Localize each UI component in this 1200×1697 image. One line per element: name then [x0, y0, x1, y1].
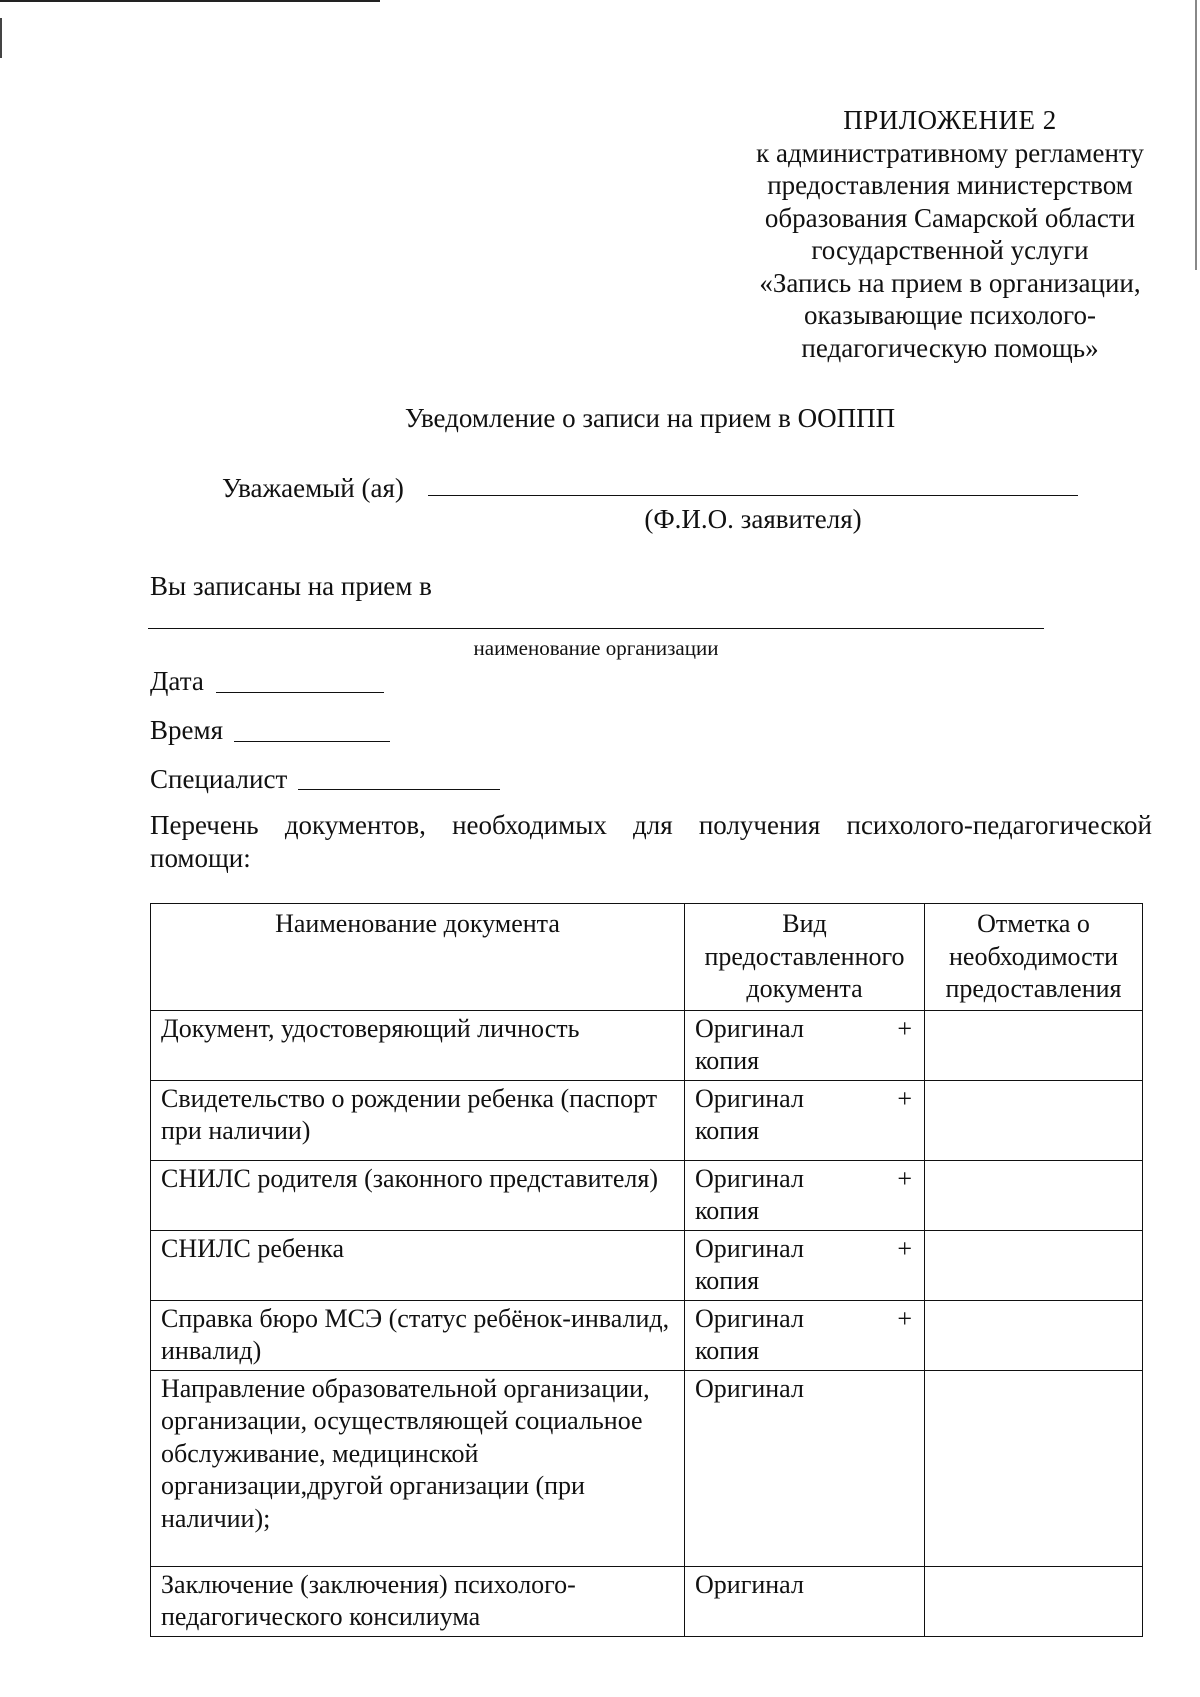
document-kind	[685, 1160, 925, 1230]
required-mark-cell[interactable]	[925, 1010, 1143, 1080]
document-kind	[685, 1566, 925, 1636]
scan-edge-left	[0, 18, 2, 58]
kind-copy: копия	[695, 1266, 760, 1295]
annex-line: «Запись на прием в организации,	[759, 267, 1141, 298]
document-kind	[685, 1080, 925, 1160]
required-mark-cell[interactable]	[925, 1160, 1143, 1230]
header-required-mark: Отметка о необходимости предоставления	[925, 904, 1143, 1011]
plus-mark: +	[897, 1233, 912, 1263]
table-row	[151, 1230, 1143, 1300]
kind-original: Оригинал	[695, 1303, 804, 1333]
document-name: Справка бюро МСЭ (статус ребёнок-инвалид, инвалид)	[151, 1300, 685, 1370]
required-mark-cell[interactable]	[925, 1080, 1143, 1160]
kind-original: Оригинал	[695, 1013, 804, 1043]
scan-edge-top	[0, 0, 380, 2]
document-name: Заключение (заключения) психолого-педагогического консилиума	[151, 1566, 685, 1636]
time-field[interactable]	[234, 741, 390, 742]
organization-caption: наименование организации	[473, 636, 719, 660]
annex-line: образования Самарской области	[764, 202, 1136, 233]
annex-line: государственной услуги	[811, 235, 1089, 265]
date-label: Дата	[150, 666, 204, 696]
kind-original: Оригинал	[695, 1373, 804, 1403]
fio-field[interactable]	[428, 495, 1078, 496]
table-row	[151, 1370, 1143, 1566]
documents-intro: Перечень документов, необходимых для получения психолого-педагогической помощи:	[150, 810, 1152, 873]
time-label: Время	[150, 715, 223, 745]
annex-line: педагогическую помощь»	[801, 332, 1099, 363]
kind-original: Оригинал	[695, 1083, 804, 1113]
document-kind	[685, 1230, 925, 1300]
table-row	[151, 1080, 1143, 1160]
organization-field[interactable]	[148, 628, 1044, 629]
header-document-kind: Вид предоставленного документа	[685, 904, 925, 1011]
kind-original: Оригинал	[695, 1163, 804, 1193]
kind-copy: копия	[695, 1116, 760, 1145]
document-name: СНИЛС ребенка	[151, 1230, 685, 1300]
table-row	[151, 1160, 1143, 1230]
header-document-name: Наименование документа	[151, 904, 685, 1011]
greeting-label: Уважаемый (ая)	[222, 473, 404, 503]
plus-mark: +	[897, 1163, 912, 1193]
required-mark-cell[interactable]	[925, 1370, 1143, 1566]
annex-header	[700, 104, 1200, 364]
fio-caption: (Ф.И.О. заявителя)	[644, 504, 862, 534]
kind-copy: копия	[695, 1046, 760, 1075]
document-kind	[685, 1010, 925, 1080]
documents-table	[150, 903, 1143, 1637]
table-row	[151, 1566, 1143, 1636]
required-mark-cell[interactable]	[925, 1300, 1143, 1370]
annex-title: ПРИЛОЖЕНИЕ 2	[843, 105, 1057, 135]
document-name: Свидетельство о рождении ребенка (паспорт при наличии)	[151, 1080, 685, 1160]
plus-mark: +	[897, 1013, 912, 1043]
document-name: СНИЛС родителя (законного представителя)	[151, 1160, 685, 1230]
specialist-label: Специалист	[150, 764, 288, 794]
document-kind	[685, 1300, 925, 1370]
plus-mark: +	[897, 1083, 912, 1113]
document-kind	[685, 1370, 925, 1566]
annex-line: к административному регламенту	[756, 137, 1144, 168]
annex-line: оказывающие психолого-	[804, 300, 1096, 330]
notice-title: Уведомление о записи на прием в ООППП	[404, 403, 896, 433]
kind-original: Оригинал	[695, 1569, 804, 1599]
required-mark-cell[interactable]	[925, 1566, 1143, 1636]
kind-copy: копия	[695, 1196, 760, 1225]
required-mark-cell[interactable]	[925, 1230, 1143, 1300]
date-field[interactable]	[216, 692, 384, 693]
kind-copy: копия	[695, 1336, 760, 1365]
document-name: Направление образовательной организации, организации, осуществляющей социальное обслуживание, медицинской организации,другой организации (при наличии);	[151, 1370, 685, 1566]
annex-line: предоставления министерством	[767, 170, 1133, 200]
table-row	[151, 1010, 1143, 1080]
table-row	[151, 1300, 1143, 1370]
document-name: Документ, удостоверяющий личность	[151, 1010, 685, 1080]
specialist-field[interactable]	[298, 789, 500, 790]
enrolled-label: Вы записаны на прием в	[150, 571, 432, 601]
table-header-row	[151, 904, 1143, 1011]
plus-mark: +	[897, 1303, 912, 1333]
kind-original: Оригинал	[695, 1233, 804, 1263]
